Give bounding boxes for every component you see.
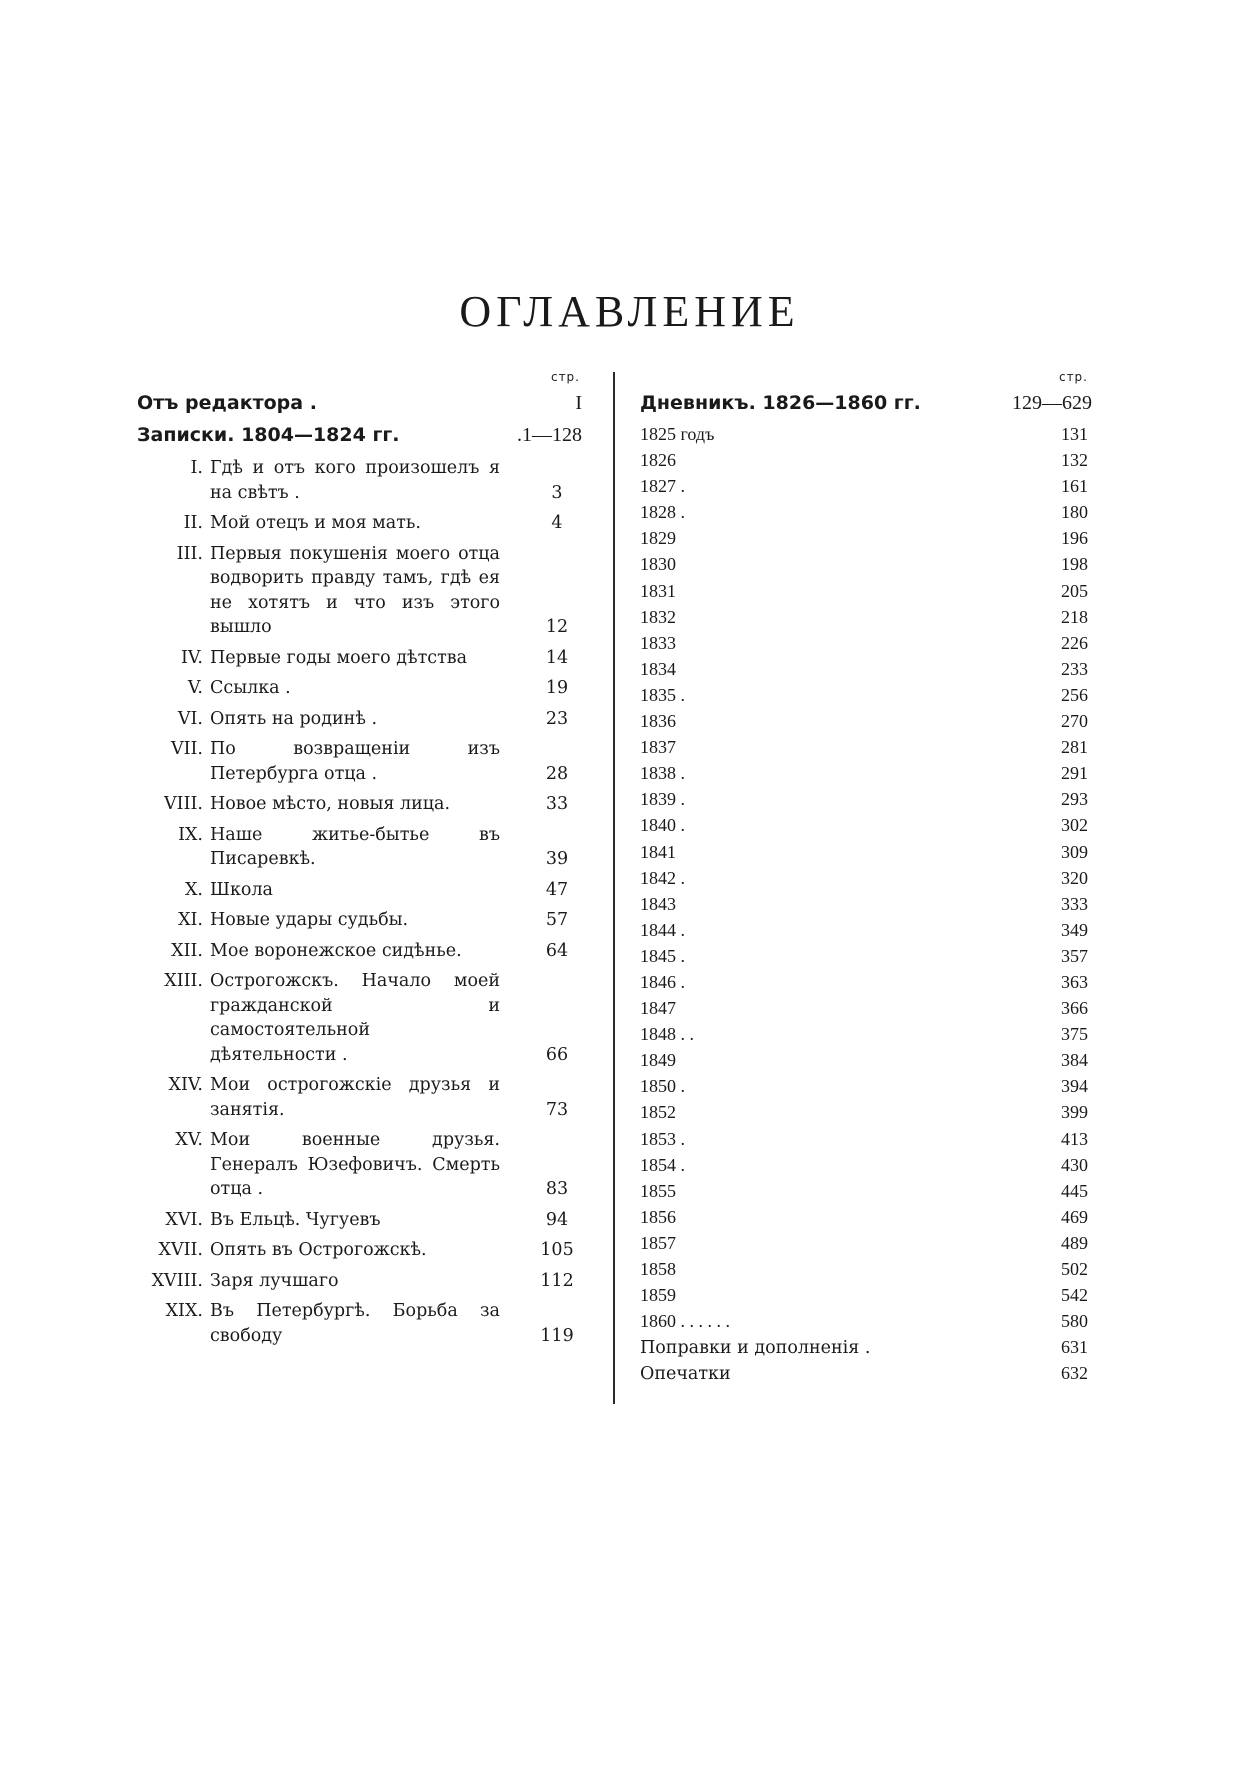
chapter-title: Въ Петербургѣ. Борьба за свободу (210, 1301, 500, 1346)
entry-label: 1840 . (640, 815, 685, 836)
toc-entry[interactable] (640, 502, 1100, 528)
chapter-title: Въ Ельцѣ. Чугуевъ (210, 1209, 381, 1230)
chapter-number: II. (183, 513, 203, 533)
toc-entry[interactable] (137, 707, 582, 732)
page-title: ОГЛАВЛЕНИЕ (459, 287, 800, 336)
entry-page: 394 (1061, 1076, 1088, 1097)
chapter-number: I. (190, 458, 203, 478)
section-title: Отъ редактора . (137, 392, 317, 414)
chapter-page: 83 (545, 1179, 569, 1199)
entry-page: 489 (1061, 1232, 1088, 1253)
entry-page: 399 (1061, 1102, 1088, 1123)
section-page: .1—128 (517, 424, 582, 446)
chapter-title: Новые удары судьбы. (210, 910, 409, 930)
entry-label: 1828 . (640, 502, 685, 523)
toc-entry[interactable] (640, 476, 1100, 502)
entry-page: 366 (1061, 998, 1088, 1019)
chapter-title: Мои военные друзья. Генералъ Юзефовичъ. Смерть отца . (210, 1130, 500, 1199)
entry-label: 1836 (640, 711, 676, 732)
toc-entry[interactable] (640, 528, 1100, 554)
toc-entry[interactable] (640, 424, 1100, 450)
toc-entry[interactable] (640, 1363, 1100, 1389)
entry-page: 333 (1061, 893, 1088, 914)
entry-label: 1833 (640, 632, 676, 653)
chapter-number: XII. (171, 940, 203, 961)
entry-page: 375 (1061, 1024, 1088, 1045)
chapter-number: VIII. (164, 794, 203, 814)
entry-page: 580 (1061, 1311, 1088, 1332)
chapter-number: VI. (177, 708, 203, 729)
toc-entry[interactable] (640, 633, 1100, 659)
toc-entry[interactable] (640, 946, 1100, 972)
chapter-page: 33 (545, 794, 569, 814)
entry-page: 357 (1061, 945, 1088, 966)
toc-entry[interactable] (137, 511, 582, 536)
toc-entry[interactable] (640, 737, 1100, 763)
chapter-title: Мои острогожскіе друзья и занятія. (210, 1075, 500, 1120)
toc-entry[interactable] (137, 646, 582, 671)
chapter-page: 105 (540, 1240, 574, 1260)
entry-label: 1844 . (640, 919, 685, 940)
chapter-title: Опять въ Острогожскѣ. (210, 1240, 427, 1260)
entry-page: 256 (1061, 684, 1088, 705)
chapter-page: 3 (551, 482, 563, 503)
entry-label: 1842 . (640, 867, 685, 888)
section-page: 129—629 (1012, 392, 1092, 414)
entry-page: 542 (1061, 1285, 1088, 1306)
chapter-title: Гдѣ и отъ кого произошелъ я на свѣтъ . (210, 458, 500, 503)
entry-page: 631 (1061, 1337, 1088, 1358)
entry-page: 226 (1061, 632, 1088, 653)
toc-entry[interactable] (640, 1181, 1100, 1207)
section-diary[interactable] (640, 392, 1100, 424)
chapter-title: Мой отецъ и моя мать. (210, 513, 421, 533)
entry-label: 1843 (640, 893, 676, 914)
entry-page: 349 (1061, 919, 1088, 940)
toc-entry[interactable] (640, 1285, 1100, 1311)
toc-entry[interactable] (640, 1337, 1100, 1363)
entry-label: 1857 (640, 1232, 676, 1253)
toc-entry[interactable] (640, 581, 1100, 607)
chapter-page: 19 (545, 678, 569, 698)
entry-label: 1834 (640, 658, 676, 679)
entry-label: 1845 . (640, 945, 685, 966)
toc-entry[interactable] (137, 1208, 582, 1233)
entry-page: 131 (1061, 424, 1088, 444)
entry-page: 632 (1061, 1363, 1088, 1384)
toc-entry[interactable] (640, 685, 1100, 711)
chapter-title: Наше житье-бытье въ Писаревкѣ. (210, 824, 500, 869)
entry-page: 413 (1061, 1128, 1088, 1149)
section-title: Дневникъ. 1826—1860 гг. (640, 392, 921, 414)
entry-label: 1850 . (640, 1076, 685, 1097)
toc-entry[interactable] (640, 659, 1100, 685)
entry-page: 270 (1061, 711, 1088, 732)
chapter-number: V. (187, 678, 203, 698)
entry-label: Поправки и дополненія . (640, 1338, 871, 1359)
right-page-header: стр. (1058, 370, 1088, 384)
entry-page: 233 (1061, 658, 1088, 679)
entry-label: 1832 (640, 606, 676, 627)
entry-page: 430 (1061, 1154, 1088, 1175)
chapter-number: XVI. (165, 1209, 203, 1230)
toc-entry[interactable] (137, 1299, 582, 1348)
entry-label: 1839 . (640, 789, 685, 810)
toc-entry[interactable] (137, 1128, 582, 1202)
entry-page: 309 (1061, 841, 1088, 862)
section-title: Записки. 1804—1824 гг. (137, 424, 400, 446)
entry-page: 180 (1061, 502, 1088, 523)
entry-page: 384 (1061, 1050, 1088, 1071)
entry-label: 1825 годъ (640, 424, 715, 444)
toc-entry[interactable] (640, 554, 1100, 580)
chapter-page: 73 (545, 1099, 569, 1120)
chapter-page: 23 (545, 708, 569, 729)
toc-entry[interactable] (640, 1076, 1100, 1102)
entry-label: 1838 . (640, 763, 685, 784)
entry-page: 293 (1061, 789, 1088, 810)
entry-label: 1831 (640, 580, 676, 601)
toc-entry[interactable] (640, 972, 1100, 998)
toc-entry[interactable] (640, 1207, 1100, 1233)
entry-page: 196 (1061, 528, 1088, 549)
toc-entry[interactable] (137, 939, 582, 964)
chapter-page: 94 (545, 1209, 569, 1230)
entry-label: 1841 (640, 841, 676, 862)
chapter-page: 39 (545, 849, 569, 869)
left-column (137, 370, 582, 1354)
entry-label: 1849 (640, 1050, 676, 1071)
entry-page: 363 (1061, 971, 1088, 992)
entry-label: 1827 . (640, 476, 685, 497)
toc-entry[interactable] (640, 450, 1100, 476)
entry-page: 502 (1061, 1259, 1088, 1279)
chapter-number: IX. (178, 824, 203, 845)
entry-label: Опечатки (640, 1364, 731, 1385)
chapter-page: 4 (551, 513, 563, 533)
entry-label: 1852 (640, 1102, 676, 1123)
chapter-number: XIV. (168, 1075, 203, 1095)
chapter-page: 64 (545, 940, 569, 961)
chapter-title: Мое воронежское сидѣнье. (210, 940, 462, 961)
toc-entry[interactable] (137, 1238, 582, 1263)
toc-entry[interactable] (137, 1073, 582, 1122)
entry-label: 1854 . (640, 1154, 685, 1175)
toc-entry[interactable] (640, 1024, 1100, 1050)
toc-entry[interactable] (640, 763, 1100, 789)
year-list (640, 424, 1100, 1389)
chapter-number: III. (176, 543, 203, 564)
chapter-number: XIX. (165, 1301, 203, 1321)
toc-entry[interactable] (640, 607, 1100, 633)
entry-label: 1858 (640, 1259, 676, 1279)
section-page: I (575, 392, 582, 414)
entry-page: 469 (1061, 1206, 1088, 1227)
toc-entry[interactable] (640, 1311, 1100, 1337)
entry-page: 198 (1061, 554, 1088, 575)
entry-page: 291 (1061, 763, 1088, 784)
chapter-title: Заря лучшаго (210, 1270, 339, 1291)
entry-label: 1856 (640, 1206, 676, 1227)
entry-label: 1826 (640, 450, 676, 471)
entry-label: 1847 (640, 998, 676, 1019)
chapter-number: X. (184, 879, 203, 900)
chapter-page: 28 (545, 763, 569, 784)
toc-entry[interactable] (640, 1050, 1100, 1076)
entry-label: 1830 (640, 554, 676, 575)
chapter-page: 14 (545, 647, 569, 668)
entry-label: 1860 . . . . . . (640, 1311, 730, 1332)
chapter-title: Ссылка . (210, 678, 291, 698)
right-column (640, 370, 1100, 1389)
entry-page: 161 (1061, 476, 1088, 497)
chapter-title: Острогожскъ. Начало моей гражданской и самостоятельной дѣятельности . (210, 971, 500, 1065)
left-page-header: стр. (550, 370, 580, 384)
column-divider (613, 372, 615, 1404)
toc-entry[interactable] (640, 998, 1100, 1024)
entry-label: 1846 . (640, 971, 685, 992)
chapter-number: XVIII. (151, 1270, 203, 1291)
chapter-page: 66 (545, 1044, 569, 1065)
chapter-title: Школа (210, 879, 273, 900)
entry-page: 281 (1061, 737, 1088, 758)
chapter-number: XIII. (164, 971, 203, 991)
toc-entry[interactable] (137, 969, 582, 1067)
chapter-title: По возвращеніи изъ Петербурга отца . (210, 739, 500, 784)
toc-entry[interactable] (137, 737, 582, 786)
toc-entry[interactable] (640, 920, 1100, 946)
chapter-number: XVII. (158, 1240, 203, 1260)
chapter-page: 47 (545, 879, 569, 900)
chapter-page: 112 (540, 1270, 574, 1291)
entry-page: 320 (1061, 867, 1088, 888)
entry-page: 302 (1061, 815, 1088, 836)
toc-entry[interactable] (640, 1233, 1100, 1259)
toc-entry[interactable] (137, 792, 582, 817)
chapter-page: 57 (545, 910, 569, 930)
section-notes[interactable] (137, 424, 582, 456)
entry-page: 445 (1061, 1180, 1088, 1201)
toc-entry[interactable] (137, 1269, 582, 1294)
toc-entry[interactable] (640, 1155, 1100, 1181)
chapter-title: Опять на родинѣ . (210, 708, 378, 729)
chapter-number: IV. (180, 647, 203, 668)
entry-label: 1848 . . (640, 1024, 694, 1045)
toc-entry[interactable] (640, 894, 1100, 920)
entry-label: 1859 (640, 1285, 676, 1306)
toc-entry[interactable] (640, 868, 1100, 894)
toc-entry[interactable] (137, 676, 582, 701)
chapter-number: XV. (175, 1130, 203, 1150)
chapter-title: Первые годы моего дѣтства (210, 647, 468, 668)
chapter-number: VII. (170, 739, 203, 759)
chapter-list (137, 456, 582, 1348)
entry-label: 1855 (640, 1180, 676, 1201)
toc-entry[interactable] (137, 542, 582, 640)
entry-page: 132 (1061, 450, 1088, 471)
chapter-title: Новое мѣсто, новыя лица. (210, 794, 451, 814)
chapter-number: XI. (178, 910, 203, 930)
toc-entry[interactable] (137, 908, 582, 933)
entry-page: 218 (1061, 606, 1088, 627)
chapter-title: Первыя покушенія моего отца водворить правду тамъ, гдѣ ея не хотятъ и что изъ этого вышло (210, 543, 500, 637)
entry-label: 1837 (640, 737, 676, 758)
toc-entry[interactable] (640, 711, 1100, 737)
entry-label: 1835 . (640, 684, 685, 705)
toc-entry[interactable] (640, 789, 1100, 815)
toc-entry[interactable] (640, 1102, 1100, 1128)
entry-label: 1829 (640, 528, 676, 549)
entry-page: 205 (1061, 580, 1088, 601)
toc-entry[interactable] (137, 823, 582, 872)
toc-entry[interactable] (137, 878, 582, 903)
toc-entry[interactable] (640, 842, 1100, 868)
toc-entry[interactable] (137, 456, 582, 505)
toc-entry[interactable] (640, 1259, 1100, 1285)
entry-label: 1853 . (640, 1128, 685, 1149)
chapter-page: 12 (545, 617, 569, 637)
toc-entry[interactable] (640, 815, 1100, 841)
toc-entry[interactable] (640, 1129, 1100, 1155)
section-editor[interactable] (137, 392, 582, 424)
chapter-page: 119 (540, 1325, 574, 1346)
